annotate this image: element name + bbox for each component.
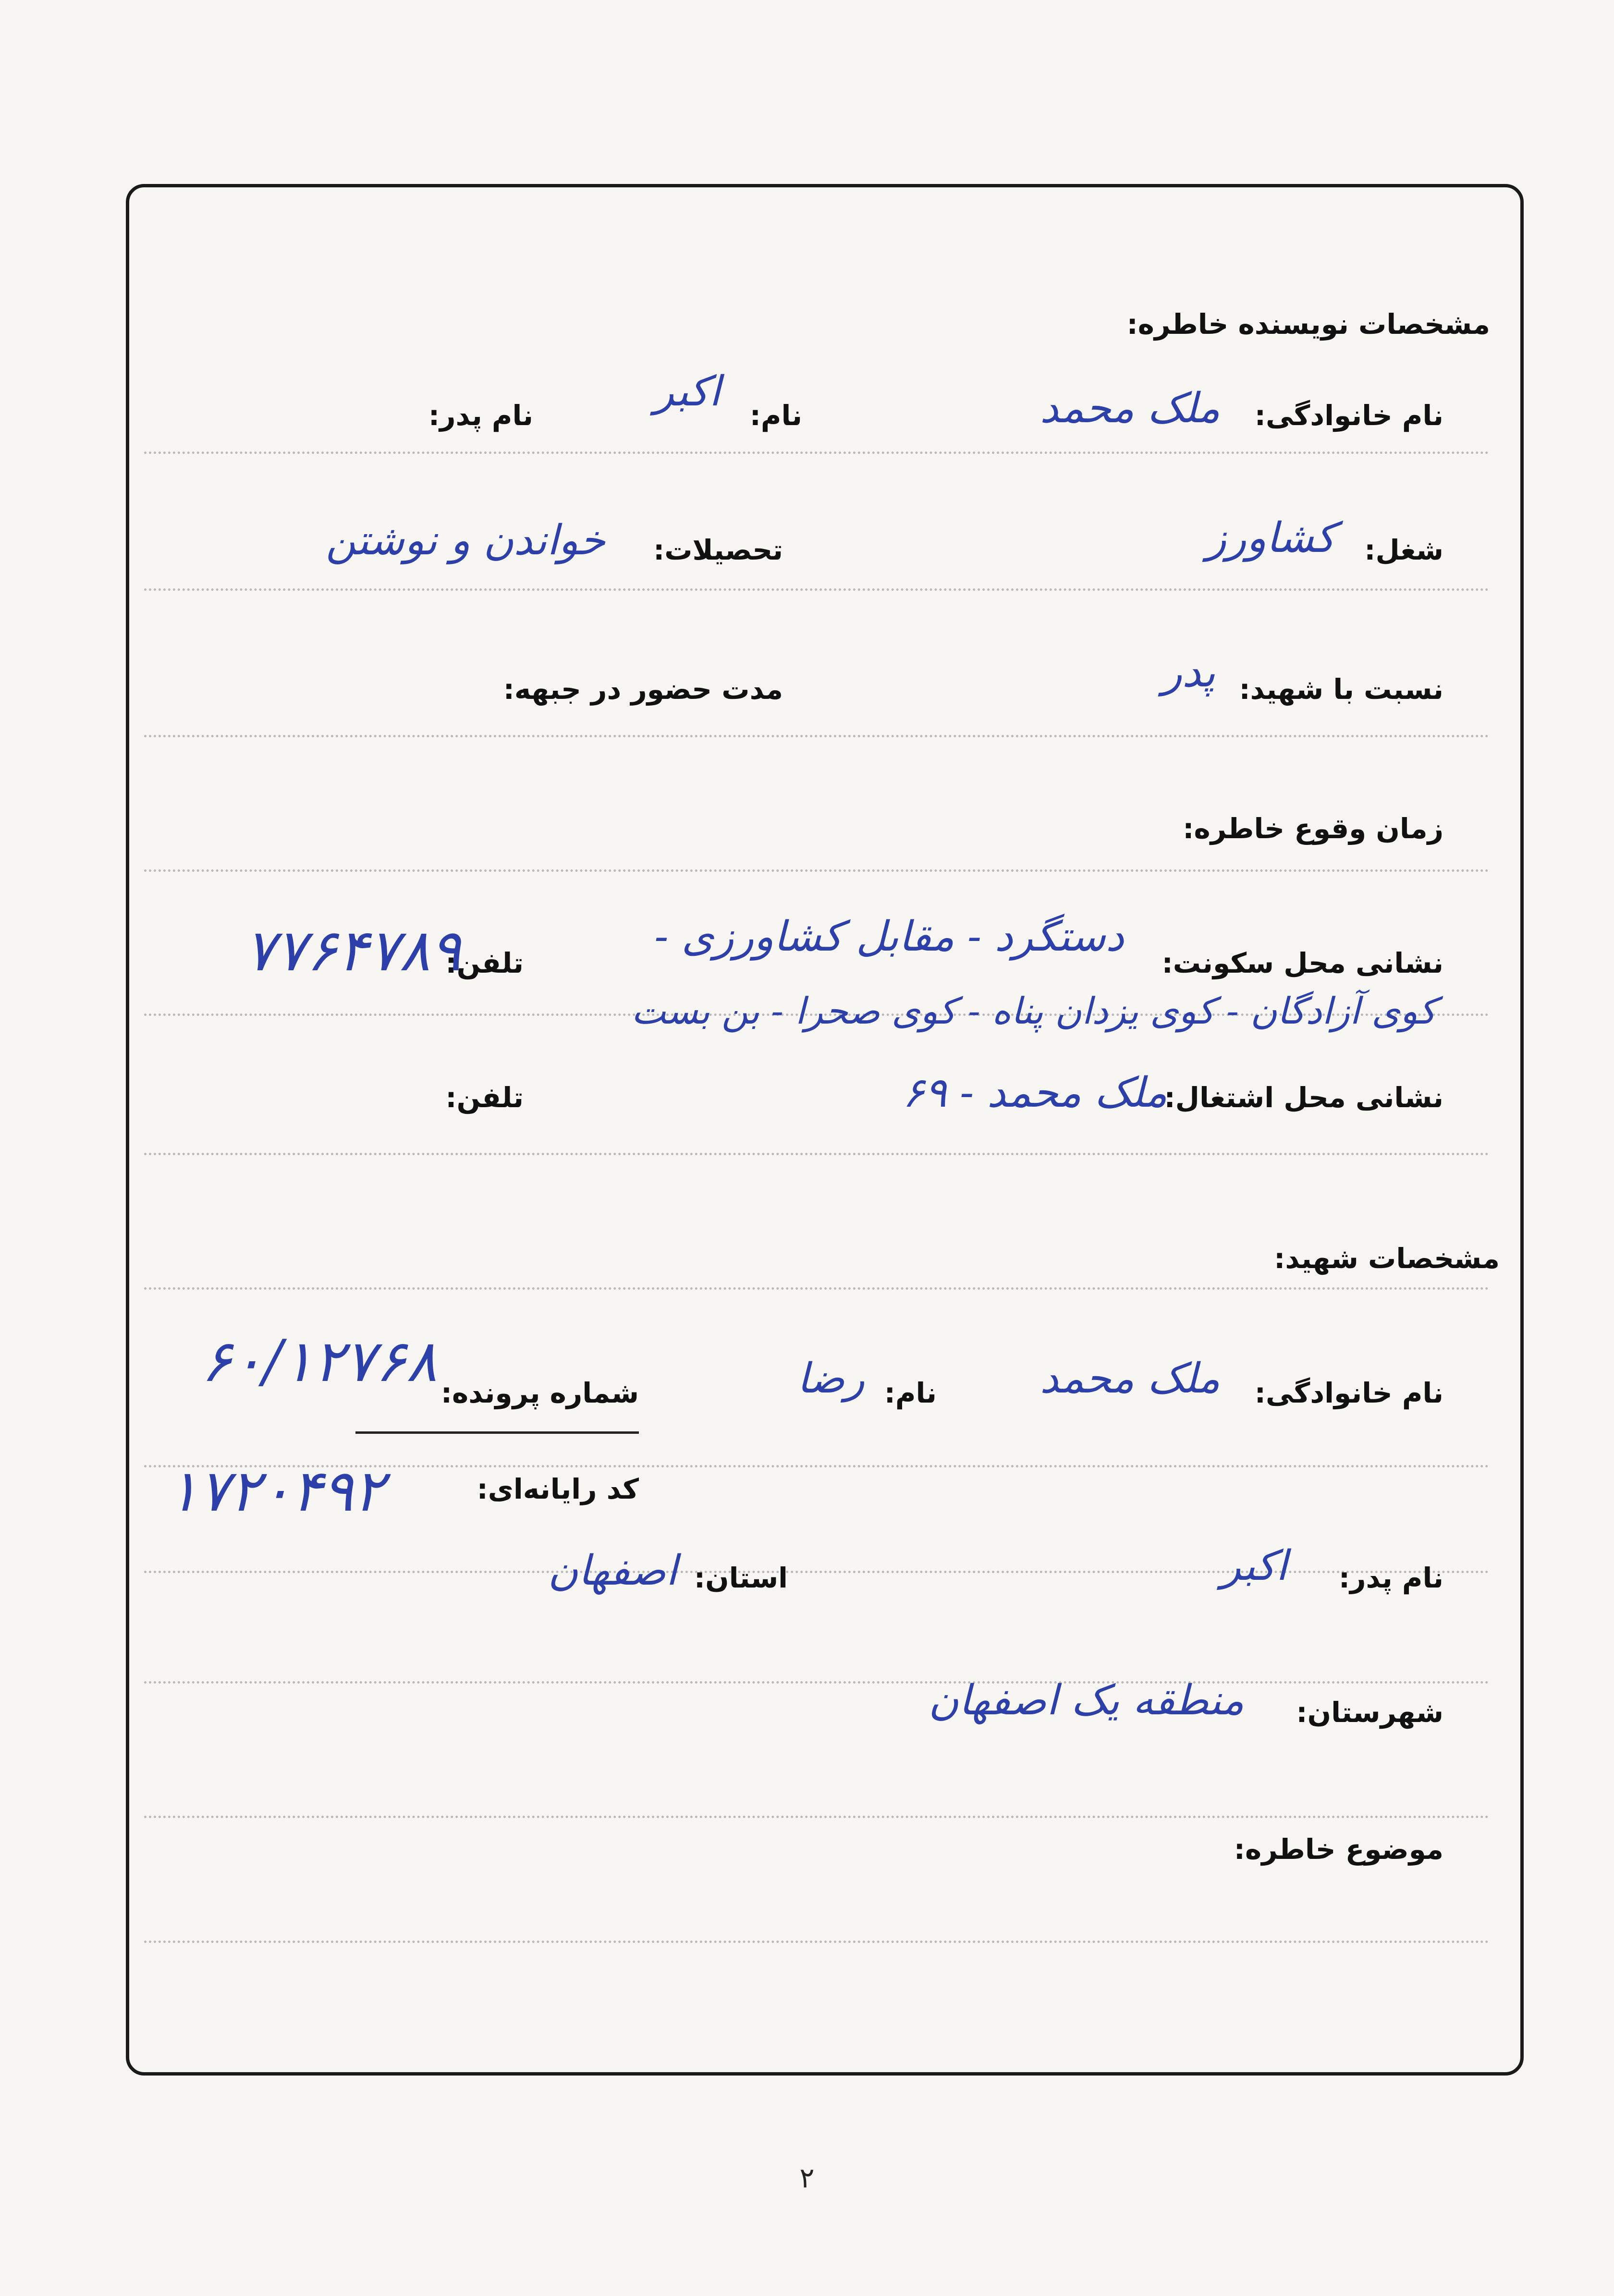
writer-family-value: ملک محمد [1039, 384, 1220, 432]
martyr-family-value: ملک محمد [1039, 1355, 1220, 1403]
ruled-line [144, 1153, 1489, 1155]
writer-front-label: مدت حضور در جبهه: [503, 673, 783, 706]
writer-address-line2: کوی آزادگان - کوی یزدان پناه - کوی صحرا - بن بست [631, 989, 1436, 1032]
ruled-line [144, 1287, 1489, 1290]
writer-name-label: نام: [749, 399, 802, 432]
ruled-line [144, 869, 1489, 872]
writer-phone-value: ۷۷۶۴۷۸۹ [244, 917, 461, 984]
martyr-father-value: اکبر [1221, 1542, 1287, 1590]
ruled-line [144, 588, 1489, 591]
martyr-subject-label: موضوع خاطره: [1234, 1833, 1443, 1866]
martyr-city-label: شهرستان: [1296, 1696, 1443, 1729]
writer-father-label: نام پدر: [428, 399, 533, 432]
martyr-section-heading: مشخصات شهید: [1274, 1242, 1500, 1275]
martyr-city-value: منطقه یک اصفهان [928, 1676, 1244, 1724]
writer-job-value: کشاورز [1206, 514, 1335, 562]
writer-relation-value: پدر [1162, 648, 1215, 696]
martyr-father-label: نام پدر: [1338, 1562, 1443, 1594]
page-number: ۲ [799, 2162, 815, 2194]
writer-address-line1: دستگرد - مقابل کشاورزی - [654, 913, 1124, 961]
form-frame [126, 184, 1524, 2076]
martyr-name-value: رضا [797, 1355, 865, 1403]
martyr-file-label: شماره پرونده: [440, 1377, 639, 1409]
writer-work-phone-label: تلفن: [445, 1081, 524, 1114]
writer-time-label: زمان وقوع خاطره: [1183, 812, 1443, 845]
writer-job-label: شغل: [1364, 534, 1443, 566]
writer-family-label: نام خانوادگی: [1254, 399, 1443, 432]
ruled-line [144, 1816, 1489, 1818]
martyr-family-label: نام خانوادگی: [1254, 1377, 1443, 1409]
ruled-line [144, 452, 1489, 454]
martyr-file-value: ۶۰/۱۲۷۶۸ [201, 1328, 437, 1395]
writer-work-value: ملک محمد - ۶۹ [902, 1069, 1167, 1117]
martyr-code-value: ۱۷۲۰۴۹۲ [167, 1458, 384, 1525]
ruled-line [144, 1941, 1489, 1943]
writer-education-value: خواندن و نوشتن [326, 516, 605, 564]
martyr-province-value: اصفهان [548, 1547, 677, 1595]
writer-education-label: تحصیلات: [653, 534, 783, 566]
martyr-province-label: استان: [694, 1562, 788, 1594]
writer-address-label: نشانی محل سکونت: [1162, 947, 1443, 979]
writer-work-label: نشانی محل اشتغال: [1164, 1081, 1443, 1114]
writer-name-value: اکبر [654, 367, 721, 415]
ruled-line [144, 1571, 1489, 1573]
writer-phone-label: تلفن: [445, 947, 524, 979]
ruled-line [144, 735, 1489, 737]
writer-section-heading: مشخصات نویسنده خاطره: [1126, 308, 1490, 341]
file-number-underline [355, 1431, 639, 1434]
ruled-line [144, 1681, 1489, 1684]
martyr-code-label: کد رایانه‌ای: [477, 1473, 639, 1505]
martyr-name-label: نام: [884, 1377, 937, 1409]
writer-relation-label: نسبت با شهید: [1239, 673, 1443, 706]
